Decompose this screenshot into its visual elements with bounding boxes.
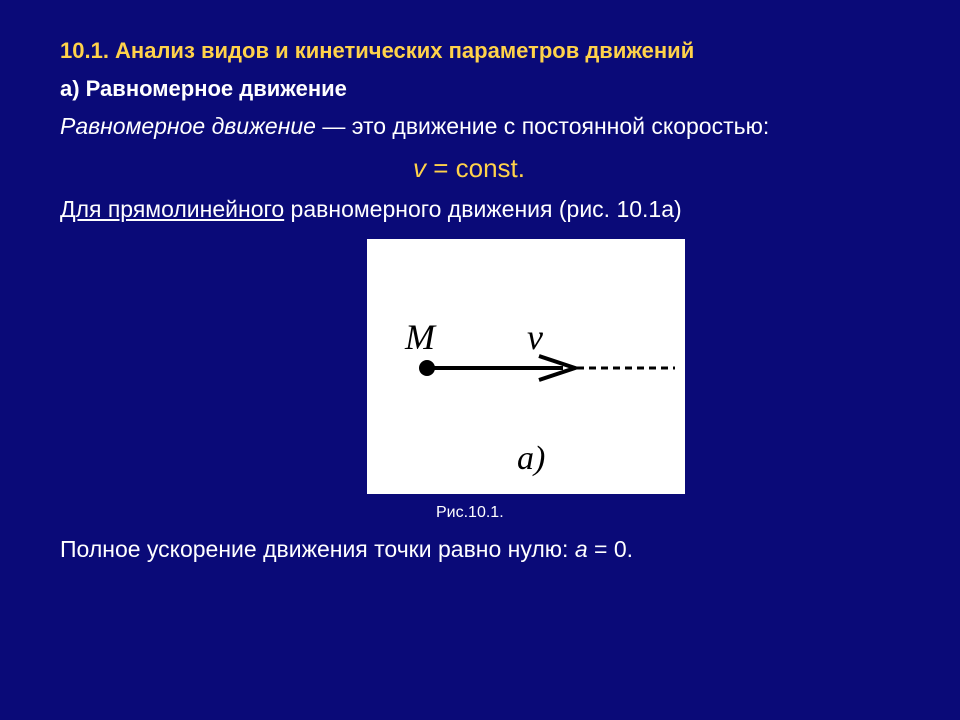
straight-motion-rest: равномерного движения (рис. 10.1а) bbox=[284, 196, 682, 222]
figure-part-label: a) bbox=[517, 440, 546, 477]
section-subtitle: а) Равномерное движение bbox=[60, 76, 347, 101]
figure-drawing bbox=[367, 239, 685, 494]
acceleration-prefix: Полное ускорение движения точки равно нулю: bbox=[60, 536, 575, 562]
velocity-label: v bbox=[527, 317, 543, 357]
acceleration-suffix: = 0. bbox=[587, 536, 634, 562]
figure-10-1a bbox=[367, 239, 685, 494]
straight-motion-underlined: Для прямолинейного bbox=[60, 196, 285, 222]
point-m-label: M bbox=[405, 317, 435, 357]
definition-text bbox=[60, 113, 769, 140]
slide-title: 10.1. Анализ видов и кинетических параметров движений bbox=[60, 38, 695, 63]
formula-rest: = const. bbox=[426, 153, 525, 183]
definition-rest: — это движение с постоянной скоростью: bbox=[315, 113, 770, 139]
formula-variable: v bbox=[413, 153, 426, 183]
definition-term: Равномерное движение bbox=[60, 113, 316, 139]
straight-motion-text bbox=[60, 196, 682, 223]
acceleration-variable: а bbox=[574, 536, 588, 562]
point-m-dot bbox=[419, 360, 435, 376]
figure-caption: Рис.10.1. bbox=[436, 504, 504, 521]
acceleration-text bbox=[60, 536, 633, 563]
velocity-formula bbox=[413, 153, 525, 184]
